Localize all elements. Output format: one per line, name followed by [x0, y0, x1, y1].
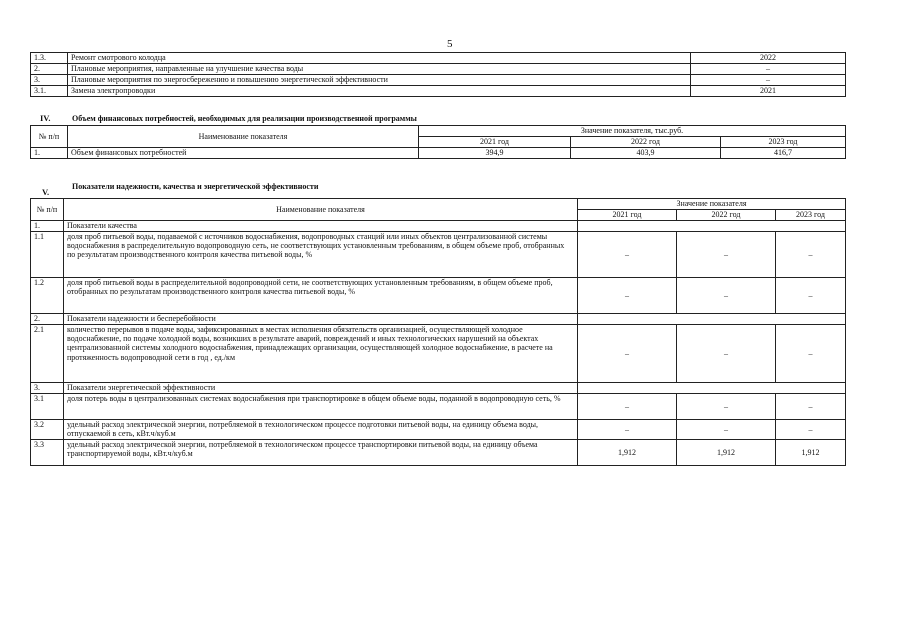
ind-row-value: 1,912 — [677, 440, 776, 466]
section-4-number: IV. — [40, 113, 51, 123]
table-indicators — [30, 198, 846, 466]
fin-year: 2021 год — [419, 137, 571, 148]
ind-row-name: доля проб питьевой воды в распределительной водопроводной сети, не соответствующих установленным требованиям, в общем объеме проб, отобранных по результатам производственного контроля качества питьевой воды, % — [64, 278, 578, 314]
top-cell-name: Плановые мероприятия, направленные на улучшение качества воды — [68, 64, 691, 75]
ind-row-num: 3.1 — [31, 394, 64, 420]
fin-head-num: № п/п — [31, 126, 68, 148]
top-cell-num: 1.3. — [31, 53, 68, 64]
top-cell-num: 3.1. — [31, 86, 68, 97]
ind-year: 2021 год — [578, 210, 677, 221]
top-cell-name: Плановые мероприятия по энергосбережению и повышению энергетической эффективности — [68, 75, 691, 86]
table-row — [31, 64, 846, 75]
table-row — [31, 394, 846, 420]
ind-row-name: Показатели надежности и бесперебойности — [64, 314, 578, 325]
top-cell-num: 2. — [31, 64, 68, 75]
ind-row-name: доля потерь воды в централизованных системах водоснабжения при транспортировке в общем объеме воды, поданной в водопроводную сеть, % — [64, 394, 578, 420]
section-4-title: Объем финансовых потребностей, необходимых для реализации производственной программы — [72, 114, 417, 123]
ind-row-name: Показатели качества — [64, 221, 578, 232]
table-financial — [30, 125, 846, 159]
fin-row-value: 416,7 — [721, 148, 846, 159]
table-row — [31, 440, 846, 466]
ind-row-value: – — [677, 394, 776, 420]
top-cell-num: 3. — [31, 75, 68, 86]
table-top — [30, 52, 846, 97]
ind-row-name: удельный расход электрической энергии, потребляемой в технологическом процессе транспортировки питьевой воды, на единицу объема транспортируемой воды, кВт.ч/куб.м — [64, 440, 578, 466]
fin-year: 2022 год — [571, 137, 721, 148]
fin-head-name: Наименование показателя — [68, 126, 419, 148]
group-row — [31, 221, 846, 232]
ind-head-name: Наименование показателя — [64, 199, 578, 221]
fin-head-value: Значение показателя, тыс.руб. — [419, 126, 846, 137]
ind-row-value: – — [776, 232, 846, 278]
ind-row-value: – — [776, 325, 846, 383]
ind-row-value: 1,912 — [578, 440, 677, 466]
fin-row-num: 1. — [31, 148, 68, 159]
ind-head-value: Значение показателя — [578, 199, 846, 210]
ind-row-value: – — [776, 420, 846, 440]
ind-row-name: удельный расход электрической энергии, потребляемой в технологическом процессе подготовки питьевой воды, на единицу объема воды, отпускаемой в сеть, кВт.ч/куб.м — [64, 420, 578, 440]
ind-row-value: – — [578, 278, 677, 314]
ind-row-value: – — [677, 278, 776, 314]
ind-row-num: 3.2 — [31, 420, 64, 440]
top-cell-value: – — [691, 64, 846, 75]
ind-year: 2022 год — [677, 210, 776, 221]
ind-row-num: 1.2 — [31, 278, 64, 314]
table-row — [31, 325, 846, 383]
ind-row-num: 3. — [31, 383, 64, 394]
fin-row-value: 394,9 — [419, 148, 571, 159]
ind-row-empty — [578, 383, 846, 394]
section-5-title: Показатели надежности, качества и энергетической эффективности — [72, 182, 319, 191]
ind-row-value: – — [776, 278, 846, 314]
ind-row-value: – — [578, 325, 677, 383]
ind-row-value: – — [776, 394, 846, 420]
ind-row-empty — [578, 314, 846, 325]
ind-row-value: – — [677, 232, 776, 278]
ind-row-empty — [578, 221, 846, 232]
top-cell-value: – — [691, 75, 846, 86]
table-row — [31, 232, 846, 278]
table-row — [31, 278, 846, 314]
ind-row-value: – — [578, 420, 677, 440]
table-row — [31, 75, 846, 86]
table-row — [31, 86, 846, 97]
group-row — [31, 314, 846, 325]
ind-row-num: 1.1 — [31, 232, 64, 278]
top-cell-name: Ремонт смотрового колодца — [68, 53, 691, 64]
fin-year: 2023 год — [721, 137, 846, 148]
top-cell-value: 2021 — [691, 86, 846, 97]
ind-row-value: – — [578, 394, 677, 420]
ind-row-num: 3.3 — [31, 440, 64, 466]
ind-row-value: 1,912 — [776, 440, 846, 466]
top-cell-name: Замена электропроводки — [68, 86, 691, 97]
ind-row-value: – — [677, 325, 776, 383]
ind-row-value: – — [578, 232, 677, 278]
ind-row-num: 1. — [31, 221, 64, 232]
ind-row-name: количество перерывов в подаче воды, зафиксированных в местах исполнения обязательств организацией, осуществляющей холодное водоснабжение, по подаче холодной воды, возникших в результате аварий, повреждений и иных технологических нарушений на объектах централизованной системы холодного водоснабжения, принадлежащих организации, осуществляющей холодное водоснабжение, в расчете на протяженность водопроводной сети в год , ед./км — [64, 325, 578, 383]
section-5-number: V. — [42, 187, 50, 197]
ind-year: 2023 год — [776, 210, 846, 221]
fin-row-value: 403,9 — [571, 148, 721, 159]
ind-row-num: 2. — [31, 314, 64, 325]
ind-head-num: № п/п — [31, 199, 64, 221]
ind-row-name: доля проб питьевой воды, подаваемой с источников водоснабжения, водопроводных станций или иных объектов централизованной системы водоснабжения в распределительную водопроводную сеть, не соответствующих установленным требованиям, в общем объеме проб, отобранных по результатам производственного контроля качества питьевой воды, % — [64, 232, 578, 278]
ind-row-value: – — [677, 420, 776, 440]
group-row — [31, 383, 846, 394]
table-row — [31, 53, 846, 64]
table-row — [31, 420, 846, 440]
ind-row-num: 2.1 — [31, 325, 64, 383]
page-number: 5 — [447, 38, 453, 50]
top-cell-value: 2022 — [691, 53, 846, 64]
fin-row-name: Объем финансовых потребностей — [68, 148, 419, 159]
ind-row-name: Показатели энергетической эффективности — [64, 383, 578, 394]
